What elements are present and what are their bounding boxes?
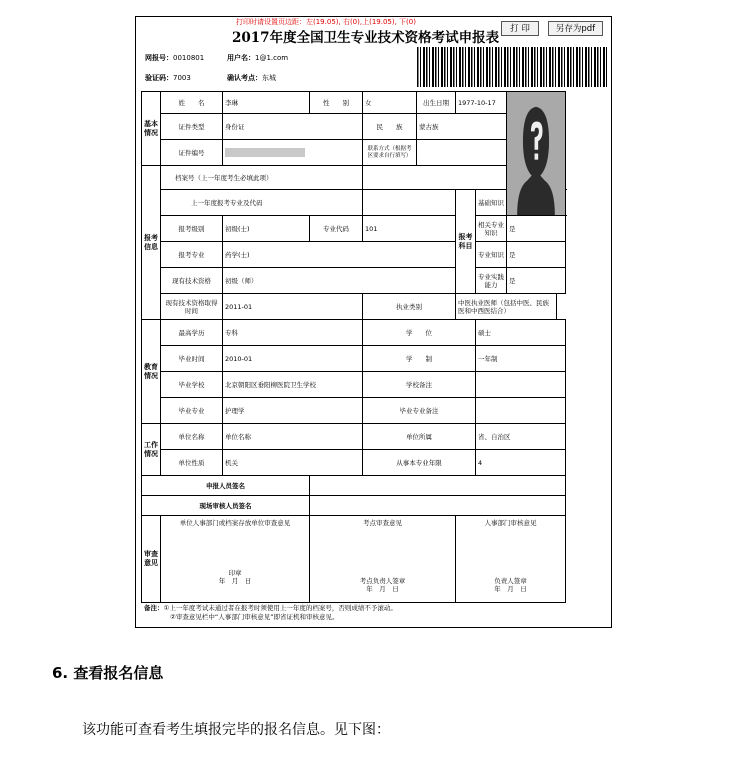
- xuewei-value: 硕士: [476, 320, 566, 346]
- print-margin-note: 打印时请设置页边距：左(19.05), 右(0),上(19.05), 下(0): [236, 18, 416, 26]
- review-site-opinion: 考点审查意见 考点负责人签章 年 月 日: [310, 516, 456, 603]
- school-label: 毕业学校: [161, 372, 223, 398]
- subject-4-label: 专业实践能力: [476, 268, 507, 294]
- exam-site: 确认考点：东城: [227, 74, 276, 82]
- cur-qual-value: 初级（师）: [223, 268, 456, 294]
- body-paragraph: 该功能可查看考生填报完毕的报名信息。见下图：: [82, 722, 390, 738]
- section-review: 审查意见: [142, 516, 161, 603]
- username: 用户名：1@1.com: [227, 54, 289, 62]
- archive-label: 档案号（上一年度考生必填此项）: [161, 166, 363, 190]
- years-label: 从事本专业年限: [363, 450, 476, 476]
- major-label: 报考专业: [161, 242, 223, 268]
- qual-time-label: 现有技术资格取得时间: [161, 294, 223, 320]
- birth-value: 1977-10-17: [456, 92, 507, 114]
- subject-3-label: 专业知识: [476, 242, 507, 268]
- contact-value: [417, 140, 507, 166]
- barcode: [417, 47, 607, 87]
- unit-name-value: 单位名称: [223, 424, 363, 450]
- avatar-placeholder-icon: [507, 92, 565, 215]
- form-notes: 备注：①上一年度考试未通过者在报考时须使用上一年度的档案号，否则成绩不予滚动。 ②审查意见栏中“人事部门审核意见”即省证机和审核意见。: [144, 604, 397, 621]
- reviewer-sign-value: [310, 496, 566, 516]
- degree-value: 专科: [223, 320, 363, 346]
- prev-major-label: 上一年度报考专业及代码: [161, 190, 363, 216]
- net-no: 网报号：0010801: [145, 54, 205, 62]
- name-label: 姓 名: [161, 92, 223, 114]
- grad-major-value: 护理学: [223, 398, 363, 424]
- section-heading: 6. 查看报名信息: [52, 664, 164, 682]
- id-no-label: 证件编号: [161, 140, 223, 166]
- section-apply: 报考信息: [142, 166, 161, 320]
- id-no-value: [223, 140, 363, 166]
- name-value: 李琳: [223, 92, 310, 114]
- applicant-sign-label: 申报人员签名: [142, 476, 310, 496]
- subject-1-label: 基础知识: [476, 190, 507, 216]
- school-note-value: [476, 372, 566, 398]
- school-value: 北京朝阳区垂阳柳医院卫生学校: [223, 372, 363, 398]
- photo: [507, 92, 566, 216]
- degree-label: 最高学历: [161, 320, 223, 346]
- practice-value: 中医执业医师（包括中医、民族医和中西医结合）: [456, 294, 557, 320]
- save-pdf-button[interactable]: 另存为pdf: [548, 21, 603, 36]
- cur-qual-label: 现有技术资格: [161, 268, 223, 294]
- reviewer-sign-label: 现场审核人员签名: [142, 496, 310, 516]
- unit-name-label: 单位名称: [161, 424, 223, 450]
- school-note-label: 学校备注: [363, 372, 476, 398]
- application-table: [141, 91, 566, 603]
- code-value: 101: [363, 216, 456, 242]
- section-work: 工作情况: [142, 424, 161, 476]
- birth-label: 出生日期: [417, 92, 456, 114]
- xuewei-label: 学 位: [363, 320, 476, 346]
- grad-major-label: 毕业专业: [161, 398, 223, 424]
- subject-2-value: 是: [507, 216, 566, 242]
- review-hr-opinion: 人事部门审核意见 负责人签章 年 月 日: [456, 516, 566, 603]
- contact-label: 联系方式（根据考区要求自行填写）: [363, 140, 417, 166]
- unit-loc-label: 单位所属: [363, 424, 476, 450]
- verify-code: 验证码：7003: [145, 74, 191, 82]
- id-type-label: 证件类型: [161, 114, 223, 140]
- section-edu: 教育情况: [142, 320, 161, 424]
- subject-4-value: 是: [507, 268, 566, 294]
- subject-2-label: 相关专业知识: [476, 216, 507, 242]
- unit-type-value: 机关: [223, 450, 363, 476]
- ethnic-label: 民 族: [363, 114, 417, 140]
- xuezhi-label: 学 制: [363, 346, 476, 372]
- code-label: 专业代码: [310, 216, 363, 242]
- major-value: 药学(士): [223, 242, 456, 268]
- archive-value: [363, 166, 507, 190]
- print-button[interactable]: 打 印: [501, 21, 539, 36]
- level-label: 报考级别: [161, 216, 223, 242]
- grad-time-value: 2010-01: [223, 346, 363, 372]
- grad-major-note-label: 毕业专业备注: [363, 398, 476, 424]
- grad-time-label: 毕业时间: [161, 346, 223, 372]
- section-subjects: 报考科目: [456, 190, 476, 294]
- gender-value: 女: [363, 92, 417, 114]
- form-title: 2017年度全国卫生专业技术资格考试申报表: [232, 30, 500, 46]
- prev-major-value: [363, 190, 456, 216]
- masked-id-number: [225, 148, 305, 157]
- applicant-sign-value: [310, 476, 566, 496]
- unit-type-label: 单位性质: [161, 450, 223, 476]
- xuezhi-value: 一年制: [476, 346, 566, 372]
- level-value: 初级(士): [223, 216, 310, 242]
- id-type-value: 身份证: [223, 114, 363, 140]
- gender-label: 性 别: [310, 92, 363, 114]
- years-value: 4: [476, 450, 566, 476]
- section-basic: 基本情况: [142, 92, 161, 166]
- subject-3-value: 是: [507, 242, 566, 268]
- review-unit-opinion: 单位人事部门或档案存放单位审查意见 印章 年 月 日: [161, 516, 310, 603]
- grad-major-note-value: [476, 398, 566, 424]
- unit-loc-value: 省、自治区: [476, 424, 566, 450]
- practice-label: 执业类别: [363, 294, 456, 320]
- ethnic-value: 蒙古族: [417, 114, 507, 140]
- qual-time-value: 2011-01: [223, 294, 363, 320]
